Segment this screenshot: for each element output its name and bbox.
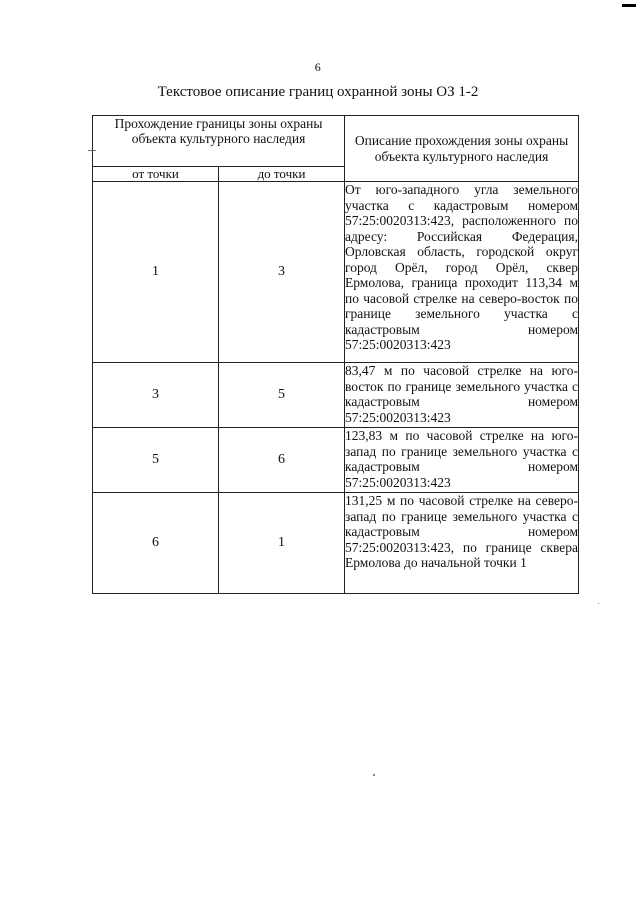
boundary-description: 131,25 м по часовой стрелке на северо-запад по границе земельного участка с кадастровым номером 57:25:0020313:423, по границе сквера Ермолова до начальной точки 1 (345, 493, 579, 594)
table-row (93, 493, 579, 594)
to-point: 6 (219, 428, 345, 493)
corner-mark (622, 4, 636, 7)
from-point: 1 (93, 182, 219, 363)
table-row (93, 182, 579, 363)
header-to-point: до точки (219, 167, 345, 182)
header-from-point: от точки (93, 167, 219, 182)
boundary-description: От юго-западного угла земельного участка с кадастровым номером 57:25:0020313:423, расположенного по адресу: Российская Федерация, Орловская область, городской округ город Орёл, город Орёл, сквер Ермолова, граница проходит 113,34 м по часовой стрелке на северо-восток по границе земельного участка с кадастровым номером 57:25:0020313:423 (345, 182, 579, 363)
from-point: 5 (93, 428, 219, 493)
table-row (93, 363, 579, 428)
to-point: 5 (219, 363, 345, 428)
table-header-row (93, 116, 579, 167)
from-point: 6 (93, 493, 219, 594)
page-number: 6 (314, 60, 322, 74)
from-point: 3 (93, 363, 219, 428)
scan-speck (373, 774, 375, 776)
to-point: 1 (219, 493, 345, 594)
table-row (93, 428, 579, 493)
to-point: 3 (219, 182, 345, 363)
scan-speck (88, 150, 96, 151)
page-title: Текстовое описание границ охранной зоны ОЗ 1-2 (157, 84, 479, 100)
scan-speck (598, 603, 599, 604)
boundary-description: 83,47 м по часовой стрелке на юго-восток по границе земельного участка с кадастровым номером 57:25:0020313:423 (345, 363, 579, 428)
header-description: Описание прохождения зоны охраны объекта культурного наследия (345, 116, 579, 182)
boundary-description: 123,83 м по часовой стрелке на юго-запад по границе земельного участка с кадастровым номером 57:25:0020313:423 (345, 428, 579, 493)
header-passage: Прохождение границы зоны охраны объекта культурного наследия (93, 116, 345, 167)
boundary-table (92, 115, 579, 594)
